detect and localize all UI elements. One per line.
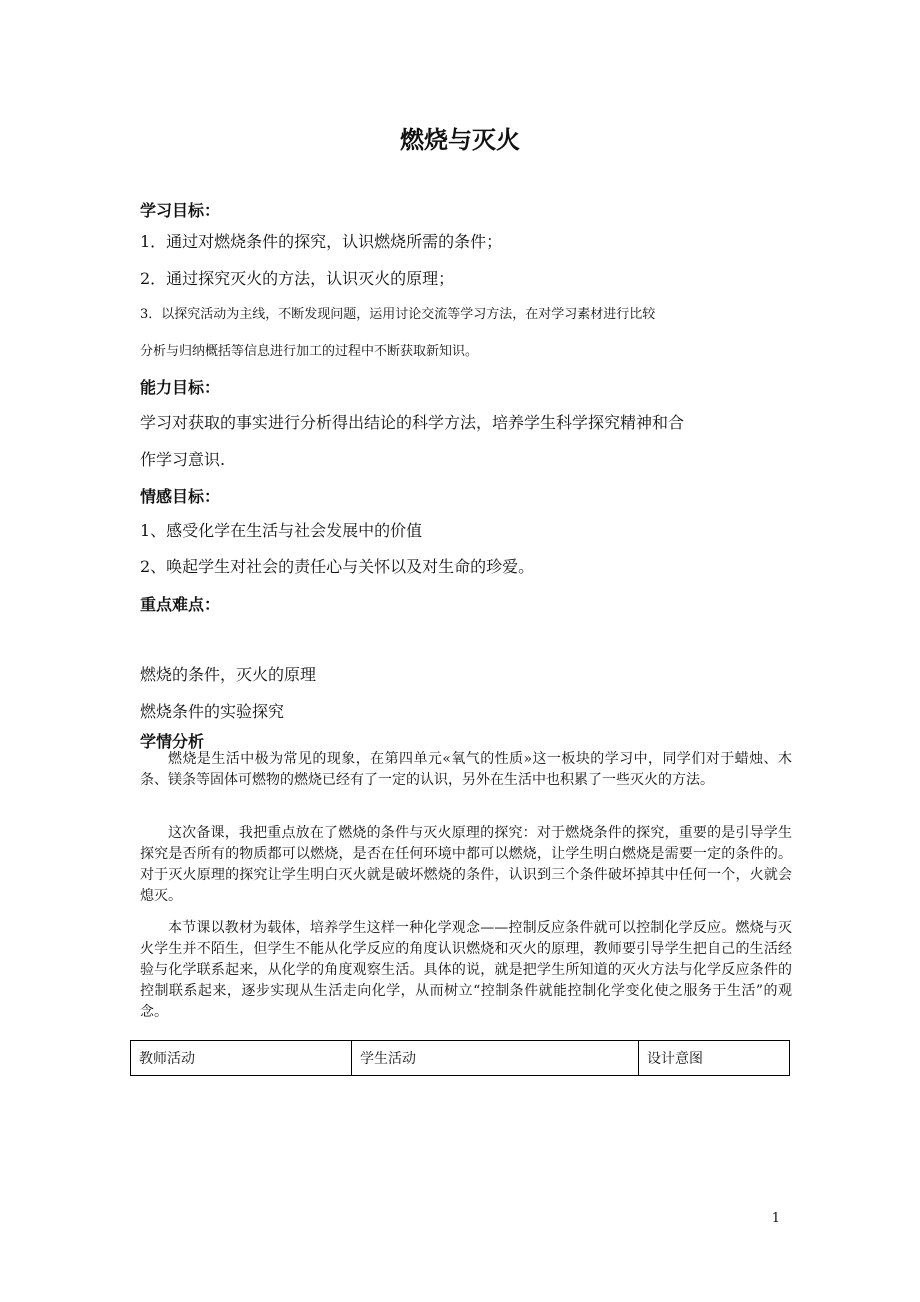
emotion-goal-item: 2、唤起学生对社会的责任心与关怀以及对生命的珍爱。 [140, 557, 535, 576]
table-header-cell: 学生活动 [352, 1041, 639, 1076]
learning-goals-heading: 学习目标： [140, 201, 221, 220]
learning-goal-item: 2．通过探究灭火的方法，认识灭火的原理； [140, 269, 455, 288]
ability-goals-heading: 能力目标： [140, 378, 221, 397]
ability-goal-line: 作学习意识. [140, 450, 226, 469]
analysis-paragraph: 这次备课，我把重点放在了燃烧的条件与灭火原理的探究：对于燃烧条件的探究，重要的是引导学生探究是否所有的物质都可以燃烧，是否在任何环境中都可以燃烧，让学生明白燃烧是需要一定的条件的。对于灭火原理的探究让学生明白灭火就是破坏燃烧的条件，认识到三个条件破坏掉其中任何一个，火就会熄灭。 [140, 825, 792, 904]
table-header-cell: 教师活动 [131, 1041, 352, 1076]
table-header-cell: 设计意图 [639, 1041, 790, 1076]
emotion-goal-item: 1、感受化学在生活与社会发展中的价值 [140, 521, 423, 540]
learning-goal-item: 分析与归纳概括等信息进行加工的过程中不断获取新知识。 [140, 344, 479, 359]
page-title: 燃烧与灭火 [400, 126, 520, 154]
key-points-heading: 重点难点： [140, 595, 221, 614]
learning-goal-item: 1．通过对燃烧条件的探究，认识燃烧所需的条件； [140, 232, 503, 251]
analysis-paragraph: 燃烧是生活中极为常见的现象，在第四单元«氧气的性质»这一板块的学习中，同学们对于蜡烛、木条、镁条等固体可燃物的燃烧已经有了一定的认识，另外在生活中也积累了一些灭火的方法。 [140, 751, 792, 788]
ability-goal-line: 学习对获取的事实进行分析得出结论的科学方法，培养学生科学探究精神和合 [140, 413, 685, 432]
learning-goal-item: 3．以探究活动为主线，不断发现问题，运用讨论交流等学习方法，在对学习素材进行比较 [140, 307, 656, 322]
emotion-goals-heading: 情感目标： [140, 487, 221, 506]
analysis-heading: 学情分析 [140, 732, 205, 751]
table-header-row [131, 1041, 790, 1076]
page-number: 1 [771, 1211, 780, 1226]
key-point-item: 燃烧条件的实验探究 [140, 702, 285, 721]
key-point-item: 燃烧的条件，灭火的原理 [140, 665, 317, 684]
activity-table [130, 1040, 790, 1076]
analysis-paragraph: 本节课以教材为载体，培养学生这样一种化学观念——控制反应条件就可以控制化学反应。燃烧与灭火学生并不陌生，但学生不能从化学反应的角度认识燃烧和灭火的原理，教师要引导学生把自己的生活经验与化学联系起来，从化学的角度观察生活。具体的说，就是把学生所知道的灭火方法与化学反应条件的控制联系起来，逐步实现从生活走向化学，从而树立“控制条件就能控制化学变化使之服务于生活”的观念。 [140, 920, 792, 1020]
